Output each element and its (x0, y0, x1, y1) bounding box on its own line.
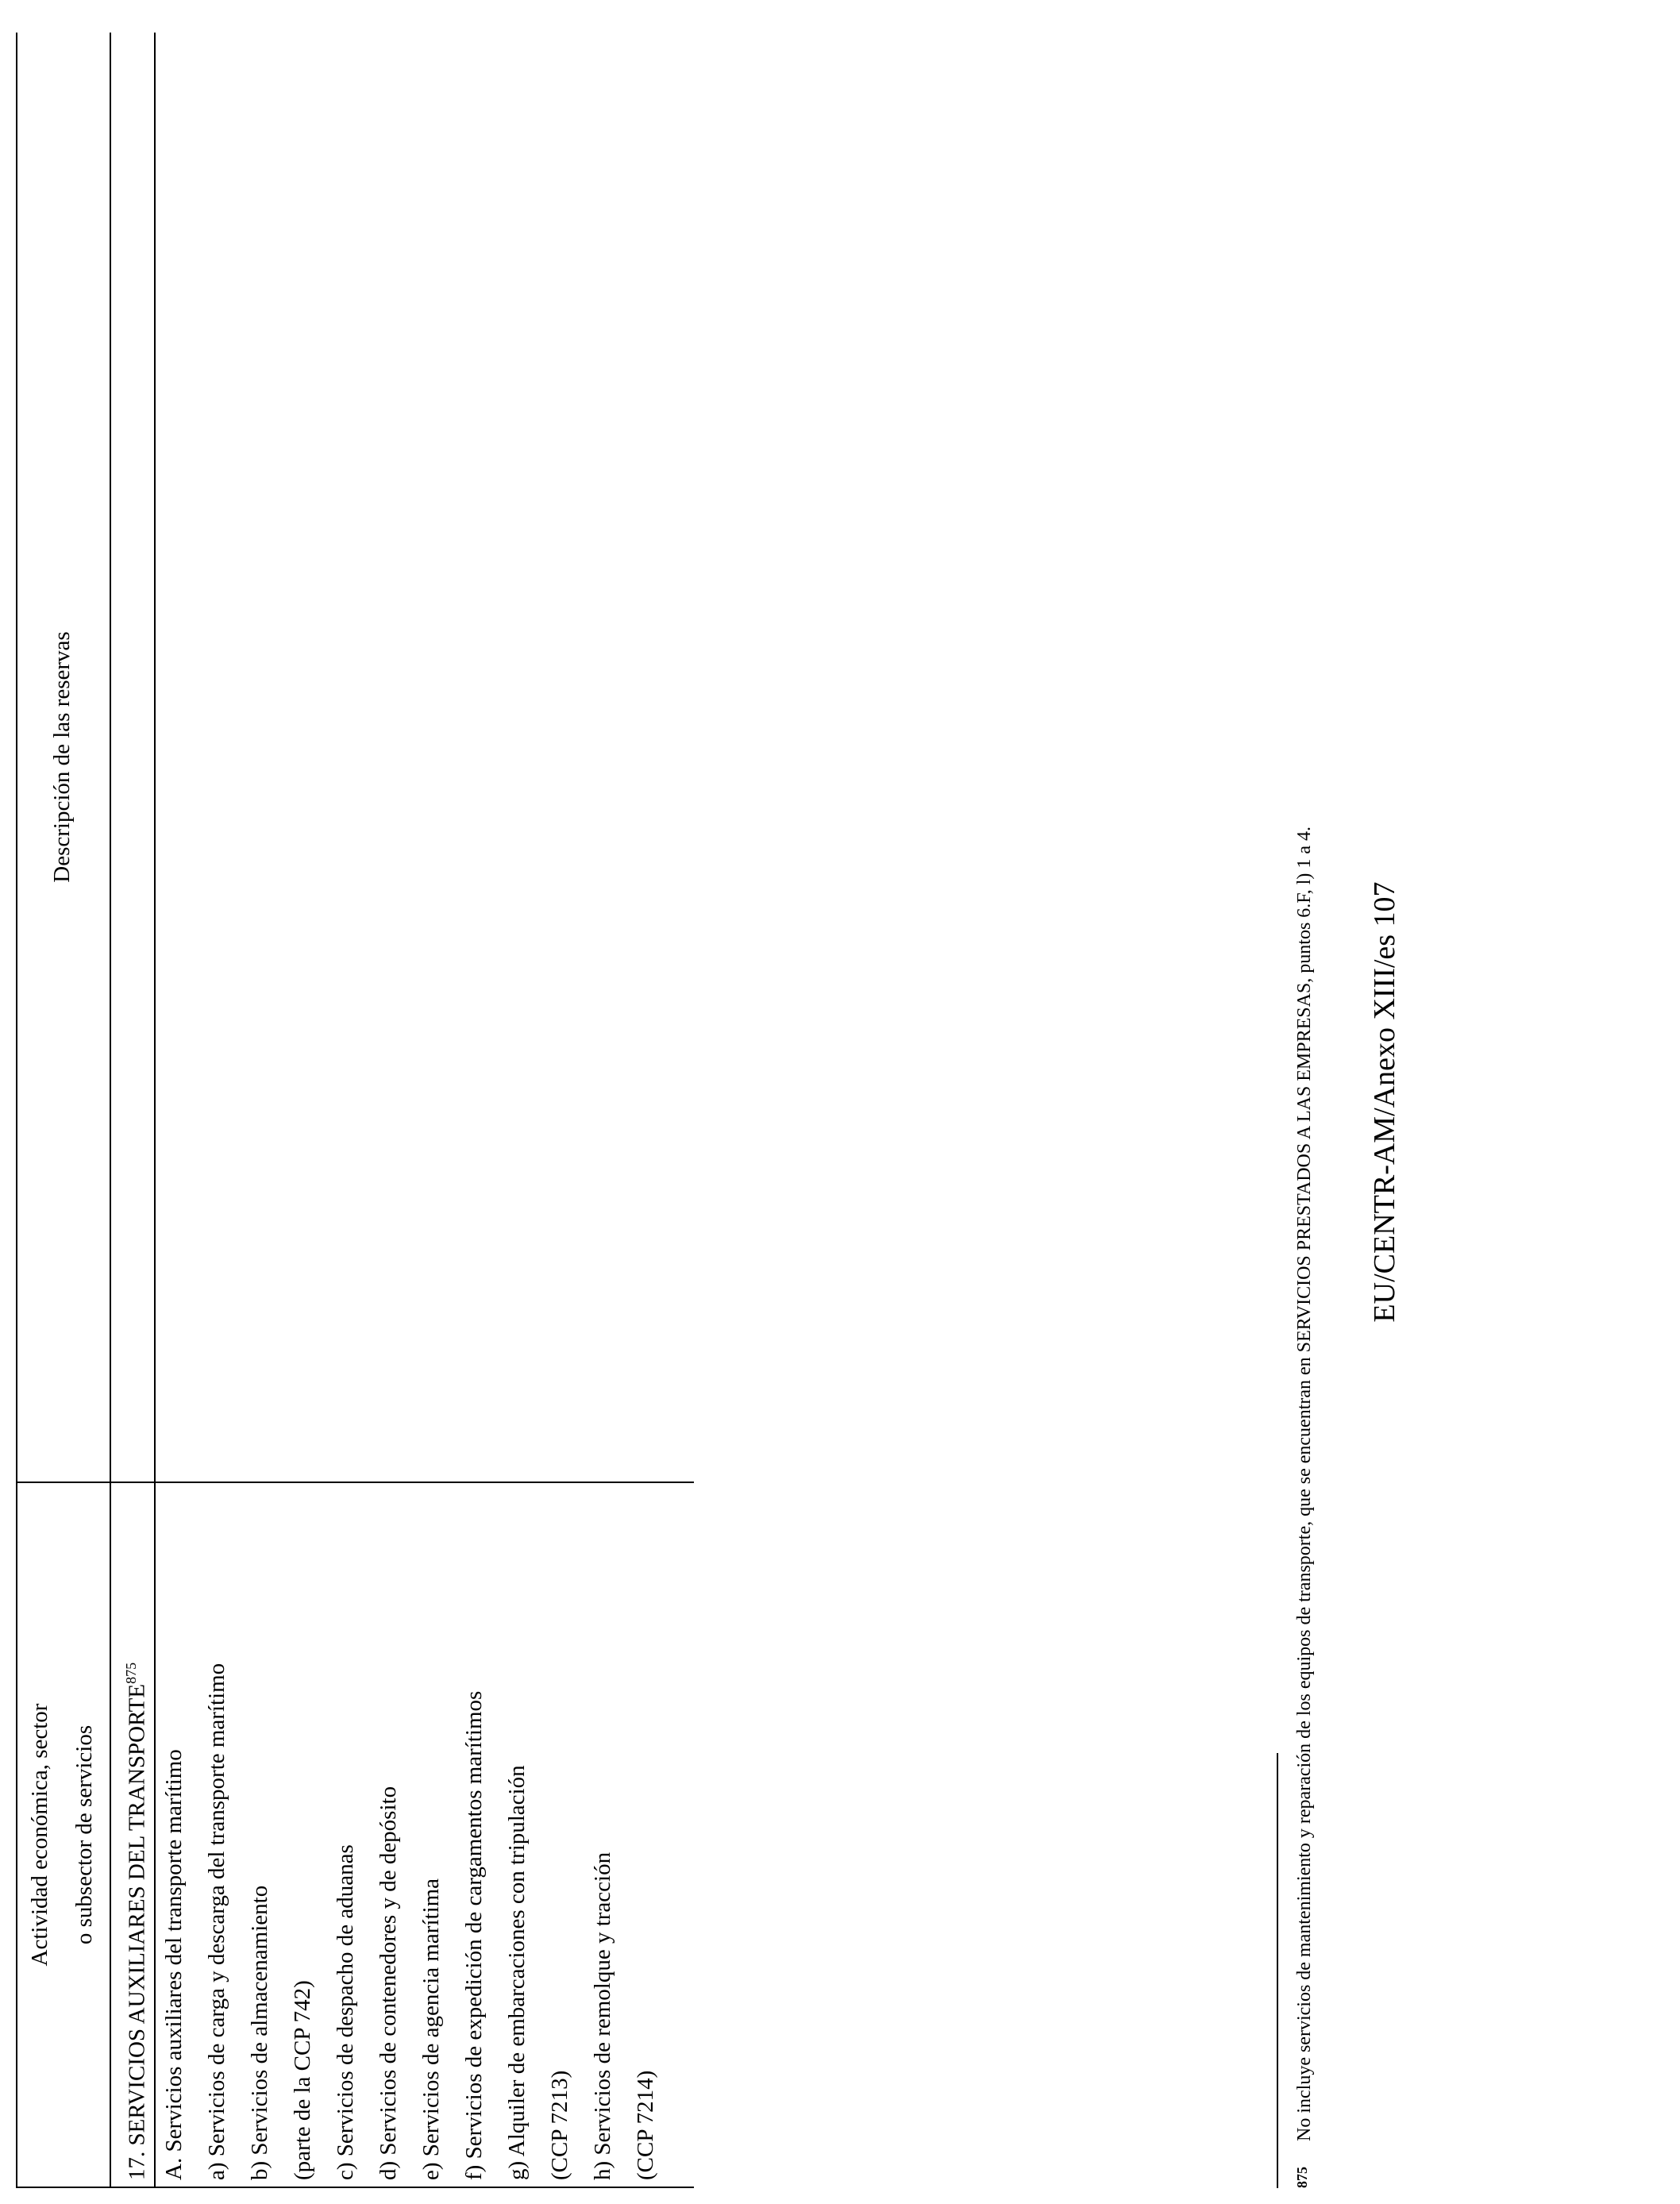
header-description-cell: Descripción de las reservas (49, 631, 75, 883)
section-title-text: 17. SERVICIOS AUXILIARES DEL TRANSPORTE (124, 1683, 150, 2180)
footnote-reference: 875 (123, 1662, 139, 1684)
footnote (1294, 826, 1316, 2188)
footnote-text: No incluye servicios de mantenimiento y reparación de los equipos de transporte, que se encuentran en SERVICIOS PRESTADOS A LAS EMPRESAS, puntos 6.F, l) 1 a 4. (1294, 826, 1315, 2141)
section-title (119, 1663, 149, 2180)
list-item: e) Servicios de agencia marítima (418, 1878, 444, 2180)
header-activity-line2: o subsector de servicios (71, 1724, 97, 1945)
header-bottom-border (110, 33, 111, 2188)
list-item: a) Servicios de carga y descarga del transporte marítimo (204, 1663, 229, 2180)
list-item: f) Servicios de expedición de cargamentos marítimos (461, 1690, 487, 2180)
footnote-separator (1277, 1753, 1278, 2188)
list-item: h) Servicios de remolque y tracción (590, 1851, 615, 2180)
section-row-bottom-border (154, 33, 156, 2188)
column-divider (16, 1482, 694, 1483)
table-left-border (16, 2187, 694, 2188)
list-item: A. Servicios auxiliares del transporte marítimo (161, 1749, 187, 2180)
list-item: (parte de la CCP 742) (290, 1980, 315, 2180)
footnote-number: 875 (1294, 2167, 1310, 2188)
header-activity-cell (17, 1483, 110, 2187)
list-item: g) Alquiler de embarcaciones con tripulación (504, 1765, 530, 2180)
list-item: b) Servicios de almacenamiento (247, 1885, 272, 2180)
header-activity-line1: Actividad económica, sector (27, 1703, 52, 1967)
list-item: (CCP 7213) (547, 2070, 572, 2180)
list-item: c) Servicios de despacho de aduanas (333, 1844, 358, 2180)
list-item: (CCP 7214) (633, 2070, 658, 2180)
list-item: d) Servicios de contenedores y de depósito (376, 1786, 401, 2180)
page-label: EU/CENTR-AM/Anexo XIII/es 107 (1368, 881, 1401, 1323)
